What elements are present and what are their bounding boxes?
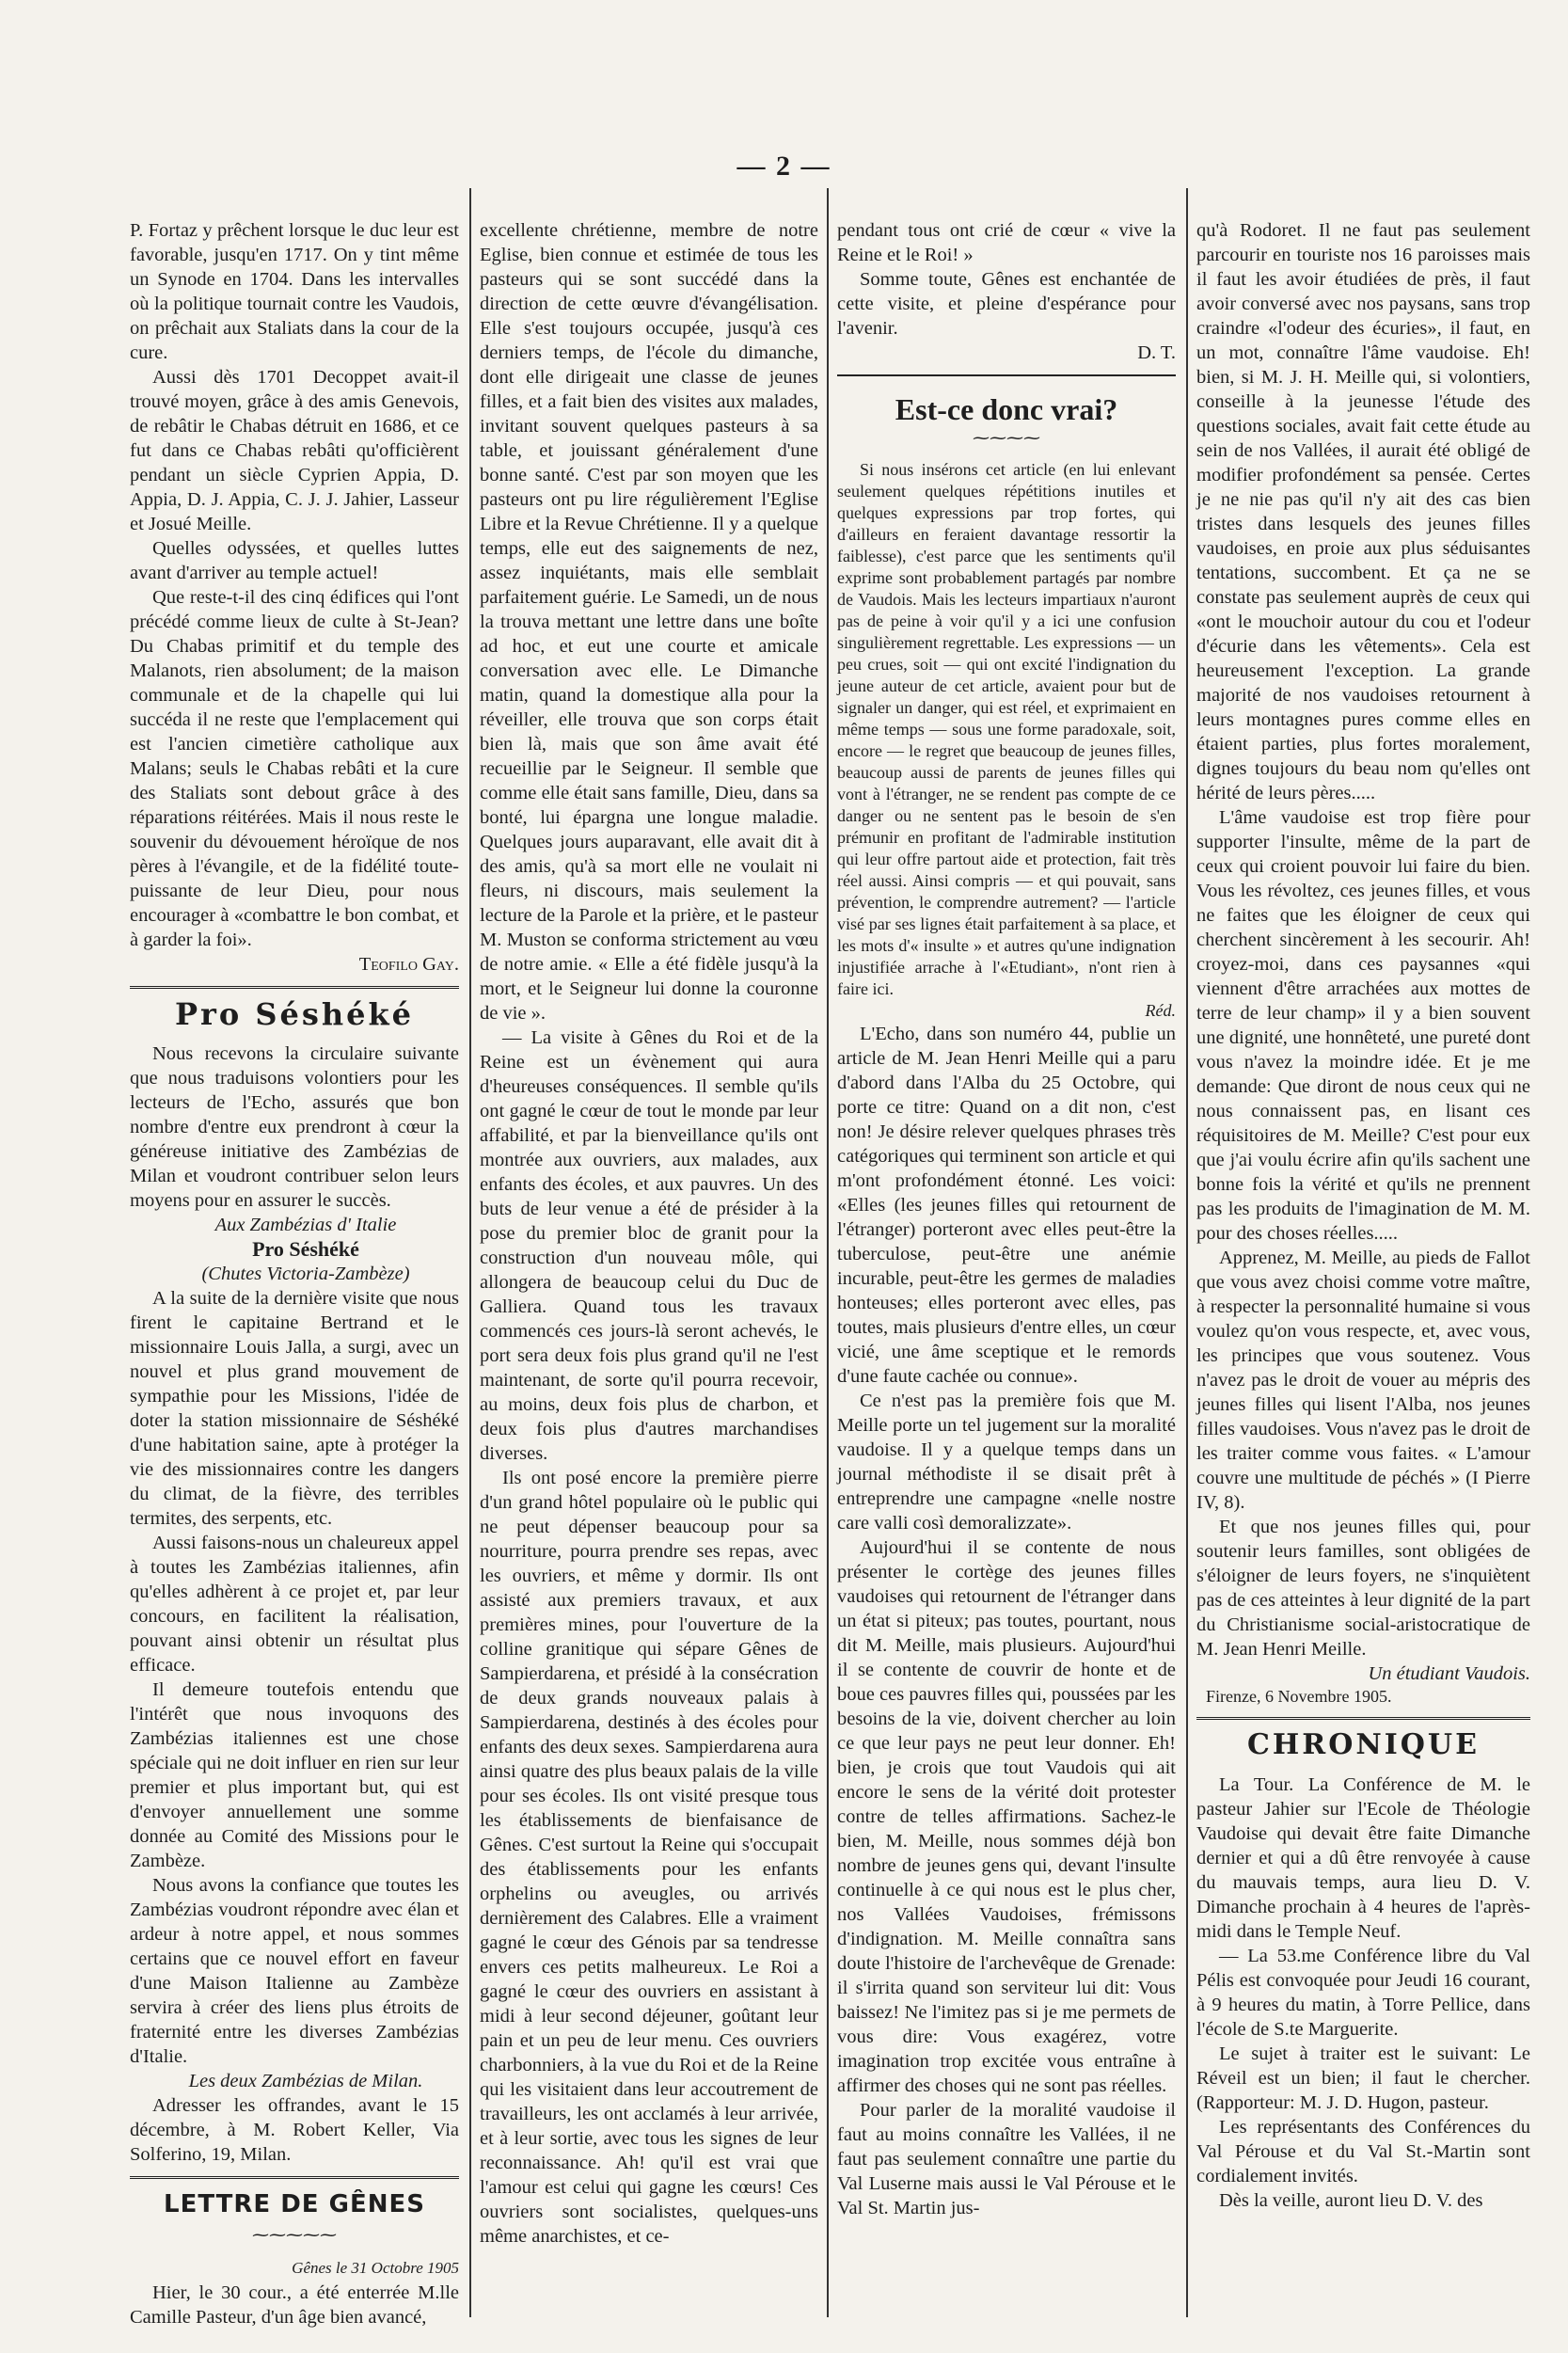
column-4	[1196, 218, 1530, 2315]
dateline: Firenze, 6 Novembre 1905.	[1206, 1687, 1392, 1706]
editorial-signature: Réd.	[1145, 1001, 1176, 1020]
article-paragraph: P. Fortaz y prêchent lorsque le duc leur est favorable, jusqu'en 1717. On y tint même un Synode en 1704. Dans les intervalles où la politique tournait contre les Vaudois, on prêchait aux Staliats dans la cour de la cure.	[130, 220, 459, 363]
article-paragraph: Aussi dès 1701 Decoppet avait-il trouvé moyen, grâce à des amis Genevois, de rebâtir le Chabas détruit en 1686, et ce fut dans ce Chabas rebâti qu'officièrent pendant un siècle Cyprien Appia, D. Appia, D. J. Appia, C. J. J. Jahier, Lasseur et Josué Meille.	[130, 367, 459, 534]
article-paragraph: L'âme vaudoise est trop fière pour supporter l'insulte, même de la part de ceux qui croient pouvoir lui faire du bien. Vous les révoltez, ces jeunes filles, et vous ne faites que les éloigner de ceux qui cherchent sincèrement à les secourir. Ah! croyez-moi, dans ces paysannes «qui viennent d'être arrachées aux mottes de terre de leur champ» il y a bien souvent une dignité, une honnêteté, une pureté dont vous n'avez la moindre idée. Et je me demande: Que diront de nous ceux qui ne nous connaissent pas, en lisant ces réquisitoires de M. Meille? C'est pour eux que j'ai voulu écrire afin qu'ils sachent une bonne fois la vérité et qu'ils ne prennent pas les produits de l'imagination de M. M. pour des choses réelles.....	[1196, 807, 1530, 1244]
column-rule	[1186, 188, 1188, 2317]
article-signature: Teofilo Gay.	[358, 954, 459, 975]
article-paragraph: Hier, le 30 cour., a été enterrée M.lle Camille Pasteur, d'un âge bien avancé,	[130, 2282, 459, 2328]
article-paragraph: excellente chrétienne, membre de notre Eglise, bien connue et estimée de tous les pasteurs qui se sont succédé dans la direction de cette œuvre d'évangélisation. Elle s'est toujours occupée, jusqu'à ces derniers temps, de l'école du dimanche, dont elle dirigeait une classe de jeunes filles, et a fait bien des visites aux malades, invitant souvent quelques pasteurs à sa table, et jouissant généralement d'une bonne santé. C'est par son moyen que les pasteurs ont pu lire régulièrement l'Eglise Libre et la Revue Chrétienne. Il y a quelque temps, elle eut des saignements de nez, assez inquiétants, mais elle semblait parfaitement guérie. Le Samedi, un de nous la trouva mettant une lettre dans une boîte ad hoc, et eut une courte et amicale conversation avec elle. Le Dimanche matin, quand la domestique alla pour la réveiller, elle trouva que son corps était bien là, mais que son âme avait été recueillie par le Seigneur. Il semble que comme elle était sans famille, Dieu, dans sa bonté, lui épargna une longue maladie. Quelques jours auparavant, elle avait dit à des amis, qu'à sa mort elle ne voulait ni fleurs, ni discours, mais seulement la lecture de la Parole et la prière, et le pasteur M. Muston se conforma strictement au vœu de notre amie. « Elle a été fidèle jusqu'à la mort, et le Seigneur lui donne la couronne de vie ».	[480, 220, 818, 1024]
column-1	[130, 218, 459, 2328]
article-paragraph: Apprenez, M. Meille, au pieds de Fallot que vous avez choisi comme votre maître, à respecter la personnalité humaine si vous voulez qu'on vous respecte, et, avec vous, les principes que vous soutenez. Vous n'avez pas le droit de vouer au mépris des jeunes filles qui lisent l'Alba, nos jeunes filles vaudoises. Vous n'avez pas le droit de les traiter comme vous faites. « L'amour couvre une multitude de péchés » (I Pierre IV, 8).	[1196, 1248, 1530, 1513]
article-paragraph: Nous recevons la circulaire suivante que nous traduisons volontiers pour les lecteurs de l'Echo, assurés que bon nombre d'entre eux prendront à cœur la généreuse initiative des Zambézias de Milan et voudront contribuer selon leurs moyens pour en assurer le succès.	[130, 1043, 459, 1211]
article-signature: Les deux Zambézias de Milan.	[188, 2071, 423, 2091]
section-divider	[130, 2176, 459, 2179]
column-rule	[827, 188, 829, 2317]
article-paragraph: qu'à Rodoret. Il ne faut pas seulement parcourir en touriste nos 16 paroisses mais il faut les avoir étudiées de près, il faut avoir conversé avec nos paysans, sans trop craindre «l'odeur des écuries», il faut, en un mot, connaître l'âme vaudoise. Eh! bien, si M. J. H. Meille qui, si volontiers, conseille à la jeunesse l'étude des questions sociales, avait fait cette étude au sein de nos Vallées, il aurait été obligé de modifier profondément sa pensée. Certes je ne nie pas qu'il n'y ait des cas bien tristes dans lesquels des jeunes filles vaudoises, en proie aux plus séduisantes tentations, succombent. Et ça ne se constate pas seulement auprès de ceux qui «ont le mouchoir autour du cou et l'odeur d'écurie dans les vêtements». Cela est heureusement l'exception. La grande majorité de nos vaudoises retournent à leurs montagnes pures comme elles en étaient parties, plus fortes moralement, dignes toujours du beau nom qu'elles ont hérité de leurs pères.....	[1196, 220, 1530, 803]
article-paragraph: — La 53.me Conférence libre du Val Pélis est convoquée pour Jeudi 16 courant, à 9 heures du matin, à Torre Pellice, dans l'école de S.te Marguerite.	[1196, 1946, 1530, 2040]
editorial-note: Si nous insérons cet article (en lui enlevant seulement quelques répétitions inutiles et quelques expressions par trop fortes, qui d'ailleurs en feraient davantage ressortir la faiblesse), c'est parce que les sentiments qu'il exprime sont probablement partagés par nombre de Vaudois. Mais les lecteurs impartiaux n'auront pas de peine à voir qu'il y a ici une confusion singulièrement regrettable. Les expressions — un peu crues, soit — qui ont excité l'indignation du jeune auteur de cet article, avaient pour but de signaler un danger, qui est réel, et exprimaient en même temps — sous une forme paradoxale, soit, encore — le regret que beaucoup de jeunes filles, beaucoup aussi de parents de jeunes filles qui vont à l'étranger, ne se rendent pas compte de ce danger ou ne sentent pas le besoin de s'en prémunir en profitant de l'admirable institution qui leur offre partout aide et protection, fait très réel aussi. Ainsi compris — et qui pouvait, sans prévention, le comprendre autrement? — l'article visé par ses lignes était parfaitement à sa place, et les mots d'« insulte » et autres qu'une indignation injustifiée arrache à l'«Etudiant», n'ont rien à faire ici.	[837, 460, 1176, 998]
article-paragraph: Et que nos jeunes filles qui, pour soutenir leurs familles, sont obligées de s'éloigner de leurs foyers, ne s'inquiètent pas de ces atteintes à leur dignité de la part du Christianisme social-aristocratique de M. Jean Henri Meille.	[1196, 1517, 1530, 1660]
article-paragraph: A la suite de la dernière visite que nous firent le capitaine Bertrand et le missionnaire Louis Jalla, a surgi, avec un nouvel et plus grand mouvement de sympathie pour les Missions, l'idée de doter la station missionnaire de Séshéké d'une habitation saine, apte à protéger la vie des missionnaires contre les dangers du climat, de la fièvre, des terribles termites, des serpents, etc.	[130, 1288, 459, 1529]
article-paragraph: Adresser les offrandes, avant le 15 décembre, à M. Robert Keller, Via Solferino, 19, Milan.	[130, 2095, 459, 2165]
article-paragraph: Que reste-t-il des cinq édifices qui l'ont précédé comme lieux de culte à St-Jean? Du Chabas primitif et du temple des Malanots, rien absolument; de la maison communale et de la chapelle qui lui succéda il ne reste que l'emplacement qui est l'ancien cimetière catholique aux Malans; seuls le Chabas rebâti et la cure des Staliats sont debout grâce à des réparations réitérées. Mais il nous reste le souvenir du dévouement héroïque de nos pères à l'évangile, et de la fidélité toute-puissante de leur Dieu, pour nous encourager à «combattre le bon combat, et à garder la foi».	[130, 587, 459, 950]
article-paragraph: Pour parler de la moralité vaudoise il faut au moins connaître les Vallées, il ne faut pas seulement connaître une partie du Val Luserne mais aussi le Val Pérouse et le Val St. Martin jus-	[837, 2100, 1176, 2218]
column-2	[480, 218, 818, 2315]
dateline: Gênes le 31 Octobre 1905	[292, 2259, 459, 2277]
article-paragraph: Ce n'est pas la première fois que M. Meille porte un tel jugement sur la moralité vaudoise. Il y a quelque temps dans un journal méthodiste il se disait prêt à entreprendre une campagne «nelle nostre care valli così demoralizzate».	[837, 1391, 1176, 1534]
article-signature: Un étudiant Vaudois.	[1368, 1663, 1530, 1684]
article-paragraph: Somme toute, Gênes est enchantée de cette visite, et pleine d'espérance pour l'avenir.	[837, 269, 1176, 339]
article-paragraph: — La visite à Gênes du Roi et de la Reine est un évènement qui aura d'heureuses conséquences. Il semble qu'ils ont gagné le cœur de tout le monde par leur affabilité, et par la bienveillance qu'ils ont montrée aux ouvriers, aux malades, aux enfants des écoles, et aux pauvres. Un des buts de leur venue a été de présider à la pose du premier bloc de granit pour la construction d'un nouveau môle, qui allongera de beaucoup celui du Duc de Galliera. Quand tous les travaux commencés ces jours-là seront achevés, le port sera deux fois plus grand qu'il ne l'est maintenant, de sorte qu'il pourra recevoir, au moins, deux fois plus de charbon, et deux fois plus d'autres marchandises diverses.	[480, 1027, 818, 1464]
section-heading-pro-seshke: Pro Séshéké	[174, 996, 415, 1032]
article-paragraph: Aussi faisons-nous un chaleureux appel à toutes les Zambézias italiennes, afin qu'elles adhèrent à ce projet et, par leur concours, en facilitent la réalisation, pouvant ainsi obtenir un résultat plus efficace.	[130, 1533, 459, 1676]
article-paragraph: Dès la veille, auront lieu D. V. des	[1219, 2190, 1483, 2211]
page-number: — 2 —	[736, 151, 832, 182]
column-3	[837, 218, 1176, 2315]
article-paragraph: Aujourd'hui il se contente de nous présenter le cortège des jeunes filles vaudoises qui retournent de l'étranger dans un état si piteux; pas toutes, pourtant, nous dit M. Meille, mais plusieurs. Aujourd'hui il se contente de couvrir de honte et de boue ces pauvres filles qui, poussées par les besoins de la vie, doivent chercher au loin ce que leur pays ne peut leur donner. Eh! bien, je crois que tout Vaudois qui ait encore le sens de la vérité doit protester contre de telles affirmations. Sachez-le bien, M. Meille, nous sommes déjà bon nombre de jeunes gens qui, devant l'insulte continuelle à ce qui nous est le plus cher, nos Vallées Vaudoises, frémissons d'indignation. M. Meille connaîtra sans doute l'histoire de l'archevêque de Grenade: il s'irrita quand son serviteur lui dit: Vous baissez! Ne l'imitez pas si je me permets de vous dire: Vous exagérez, votre imagination trop excitée vous entraîne à affirmer des choses qui ne sont pas réelles.	[837, 1537, 1176, 2096]
article-paragraph: L'Echo, dans son numéro 44, publie un article de M. Jean Henri Meille qui a paru d'abord dans l'Alba du 25 Octobre, qui porte ce titre: Quand on a dit non, c'est non! Je désire relever quelques phrases très catégoriques qui terminent son article et qui m'ont profondément étonné. Les voici: «Elles (les jeunes filles qui retournent de l'étranger) porteront avec elles peut-être la tuberculose, peut-être une anémie incurable, peut-être les germes de maladies honteuses; elles porteront avec elles, pas toutes, mais plusieurs d'entre elles, un cœur vicié, une âme sceptique et le remords d'une faute cachée ou connue».	[837, 1024, 1176, 1387]
article-paragraph: La Tour. La Conférence de M. le pasteur Jahier sur l'Ecole de Théologie Vaudoise qui devait être faite Dimanche dernier et qui a dû être renvoyée à cause du mauvais temps, aura lieu D. V. Dimanche prochain à 4 heures de l'après-midi dans le Temple Neuf.	[1196, 1774, 1530, 1942]
article-paragraph: Les représentants des Conférences du Val Pérouse et du Val St.-Martin sont cordialement invités.	[1196, 2117, 1530, 2186]
section-heading-lettre-de-genes: LETTRE DE GÊNES	[164, 2190, 425, 2218]
section-divider	[1196, 1717, 1530, 1720]
article-paragraph: Ils ont posé encore la première pierre d'un grand hôtel populaire où le public qui ne peut dépenser beaucoup pour sa nourriture, pourra prendre ses repas, avec les ouvriers, et même y dormir. Ils ont assisté aux premiers travaux, et aux premières mines, pour l'ouverture de la colline granitique qui sépare Gênes de Sampierdarena, et présidé à la consécration de deux grands nouveaux palais à Sampierdarena, destinés à des écoles pour enfants des deux sexes. Sampierdarena aura ainsi quatre des plus beaux palais de la ville pour ses écoles. Ils ont visité presque tous les établissements de bienfaisance de Gênes. C'est surtout la Reine qui s'occupait des établissements pour les enfants orphelins ou aveugles, ou arrivés dernièrement des Calabres. Elle a vraiment gagné le cœur des Génois par sa tendresse envers ces petits malheureux. Le Roi a gagné le cœur des ouvriers en assistant à midi à leur second déjeuner, goûtant leur pain et un peu de leur menu. Ces ouvriers charbonniers, à la vue du Roi et de la Reine qui les visitaient dans leur accoutrement de travailleurs, les ont acclamés à leur arrivée, et à leur sortie, avec tous les signes de leur reconnaissance. Ah! qu'il est vrai que l'amour est celui qui gagne les cœurs! Ces ouvriers sont socialistes, quelques-uns même anarchistes, et ce-	[480, 1468, 818, 2247]
section-divider	[130, 986, 459, 989]
ornament: ⁓⁓⁓⁓	[973, 428, 1040, 447]
section-heading-chronique: CHRONIQUE	[1247, 1728, 1480, 1761]
ornament: ⁓⁓⁓⁓⁓	[252, 2225, 337, 2244]
article-paragraph: Quelles odyssées, et quelles luttes avant d'arriver au temple actuel!	[130, 538, 459, 583]
section-heading-est-ce-donc-vrai: Est-ce donc vrai?	[895, 392, 1118, 426]
sub-heading: Aux Zambézias d' Italie	[214, 1215, 397, 1235]
sub-heading: Pro Séshéké	[252, 1237, 359, 1261]
sub-heading: (Chutes Victoria-Zambèze)	[201, 1264, 410, 1284]
article-box	[837, 374, 1176, 1022]
article-paragraph: pendant tous ont crié de cœur « vive la Reine et le Roi! »	[837, 220, 1176, 265]
article-paragraph: Il demeure toutefois entendu que l'intérêt que nous invoquons des Zambézias italiennes est une chose spéciale qui ne doit influer en rien sur leur premier et plus important but, qui est d'envoyer annuellement une somme donnée au Comité des Missions pour le Zambèze.	[130, 1679, 459, 1871]
article-paragraph: Nous avons la confiance que toutes les Zambézias voudront répondre avec élan et ardeur à notre appel, et nous sommes certains que ce nouvel effort en faveur d'une Maison Italienne au Zambèze servira à créer des liens plus étroits de fraternité entre les diverses Zambézias d'Italie.	[130, 1875, 459, 2067]
column-rule	[469, 188, 471, 2317]
article-paragraph: Le sujet à traiter est le suivant: Le Réveil est un bien; il faut le chercher. (Rapporteur: M. J. D. Hugon, pasteur.	[1196, 2043, 1530, 2113]
article-signature: D. T.	[1137, 342, 1176, 363]
